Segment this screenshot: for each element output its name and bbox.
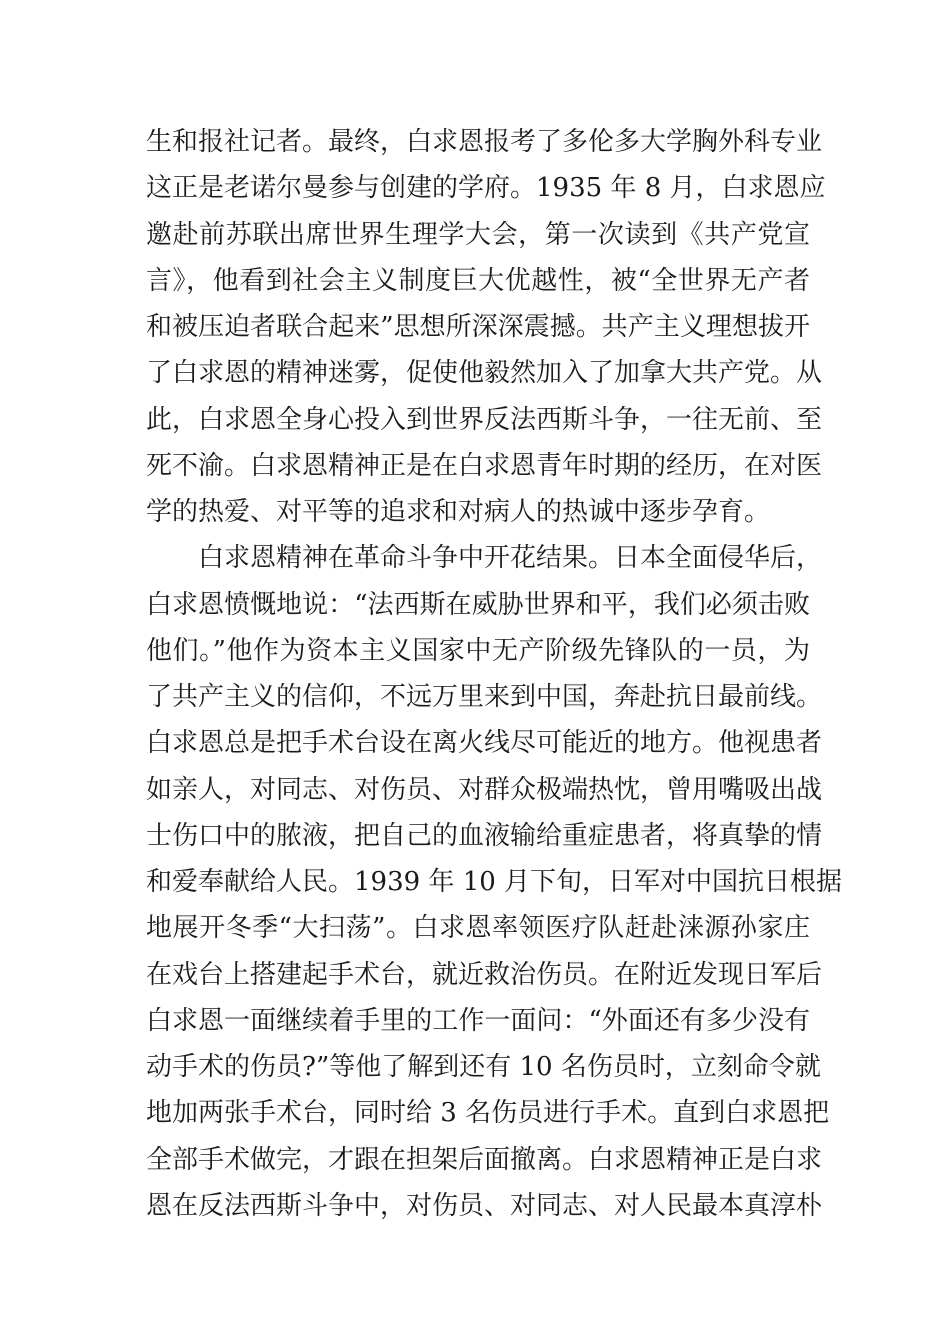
text-line: 如亲人，对同志、对伤员、对群众极端热忱，曾用嘴吸出战 <box>146 774 823 805</box>
text-line: 地展开冬季“大扫荡”。白求恩率领医疗队赶赴涞源孙家庄 <box>146 913 810 944</box>
body-text <box>146 123 843 1233</box>
text-line: 白求恩总是把手术台设在离火线尽可能近的地方。他视患者 <box>146 728 823 759</box>
text-line: 生和报社记者。最终，白求恩报考了多伦多大学胸外科专业 <box>146 127 823 157</box>
text-line: 在戏台上搭建起手术台，就近救治伤员。在附近发现日军后 <box>146 959 823 990</box>
text-line: 了白求恩的精神迷雾，促使他毅然加入了加拿大共产党。从 <box>146 358 823 389</box>
text-line: 言》，他看到社会主义制度巨大优越性，被“全世界无产者 <box>146 265 810 296</box>
text-line: 和爱奉献给人民。1939 年 10 月下旬，日军对中国抗日根据 <box>146 867 843 897</box>
text-line: 全部手术做完，才跟在担架后面撤离。白求恩精神正是白求 <box>146 1144 823 1175</box>
text-line: 了共产主义的信仰，不远万里来到中国，奔赴抗日最前线。 <box>146 682 823 712</box>
text-line: 士伤口中的脓液，把自己的血液输给重症患者，将真挚的情 <box>146 820 823 851</box>
text-line: 白求恩一面继续着手里的工作一面问：“外面还有多少没有 <box>146 1005 810 1036</box>
paragraph-1 <box>146 123 826 531</box>
text-line: 此，白求恩全身心投入到世界反法西斯斗争，一往无前、至 <box>146 404 823 435</box>
text-line: 学的热爱、对平等的追求和对病人的热诚中逐步孕育。 <box>146 497 771 527</box>
text-line: 恩在反法西斯斗争中，对伤员、对同志、对人民最本真淳朴 <box>146 1190 823 1221</box>
text-line: 白求恩愤慨地说：“法西斯在威胁世界和平，我们必须击败 <box>146 589 810 620</box>
text-line: 动手术的伤员?”等他了解到还有 10 名伤员时，立刻命令就 <box>146 1052 821 1082</box>
text-line: 和被压迫者联合起来”思想所深深震撼。共产主义理想拔开 <box>146 312 810 342</box>
text-line: 死不渝。白求恩精神正是在白求恩青年时期的经历，在对医 <box>146 450 823 481</box>
text-line: 他们。”他作为资本主义国家中无产阶级先锋队的一员，为 <box>146 635 810 666</box>
text-line: 白求恩精神在革命斗争中开花结果。日本全面侵华后， <box>198 543 823 574</box>
paragraph-2 <box>146 539 843 1225</box>
text-line: 这正是老诺尔曼参与创建的学府。1935 年 8 月，白求恩应 <box>146 173 826 204</box>
text-line: 地加两张手术台，同时给 3 名伤员进行手术。直到白求恩把 <box>146 1098 830 1129</box>
text-line: 邀赴前苏联出席世界生理学大会，第一次读到《共产党宣 <box>146 219 810 250</box>
